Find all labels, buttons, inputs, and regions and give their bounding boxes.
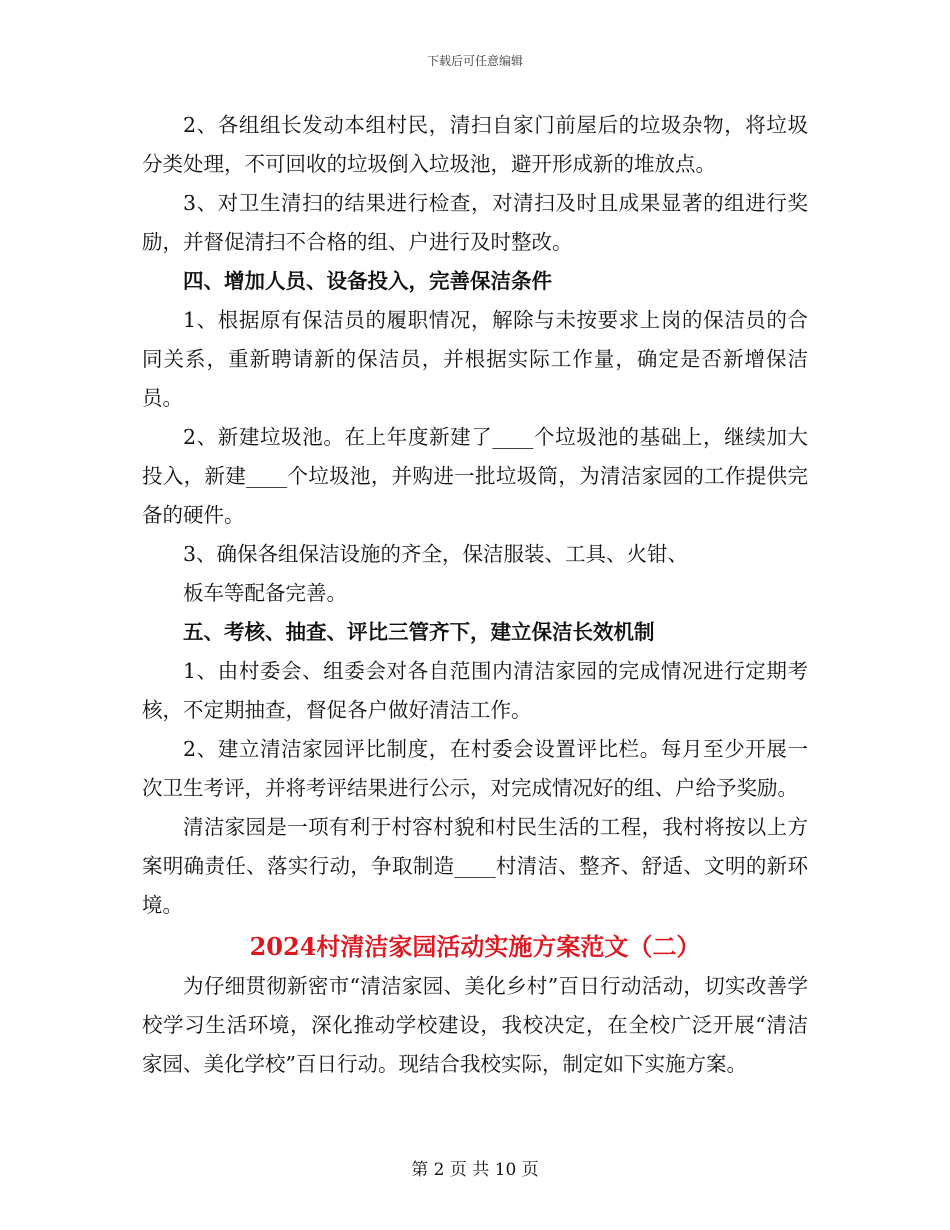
paragraph-intro-part-two: 为仔细贯彻新密市“清洁家园、美化乡村”百日行动活动，切实改善学校学习生活环境，深化推动学校建设，我校决定，在全校广泛开展“清洁家园、美化学校”百日行动。现结合我校实际，制定如下实施方案。 [142, 974, 808, 1076]
paragraph-clean-doorstep: 2、各组组长发动本组村民，清扫自家门前屋后的垃圾杂物，将垃圾分类处理，不可回收的垃圾倒入垃圾池，避开形成新的堆放点。 [142, 113, 808, 176]
paragraph-equipment-cont: 板车等配备完善。 [183, 581, 347, 605]
page-number: 第 2 页 共 10 页 [411, 1160, 539, 1180]
paragraph-evaluation: 2、建立清洁家园评比制度，在村委会设置评比栏。每月至少开展一次卫生考评，并将考评结果进行公示，对完成情况好的组、户给予奖励。 [142, 737, 808, 800]
paragraph-equipment: 3、确保各组保洁设施的齐全，保洁服装、工具、火钳、 [183, 542, 689, 566]
paragraph-cleaners: 1、根据原有保洁员的履职情况，解除与未按要求上岗的保洁员的合同关系，重新聘请新的保洁员，并根据实际工作量，确定是否新增保洁员。 [142, 308, 808, 410]
document-body [142, 106, 808, 1084]
paragraph-garbage-pools: 2、新建垃圾池。在上年度新建了____个垃圾池的基础上，继续加大投入，新建____个垃圾池，并购进一批垃圾筒，为清洁家园的工作提供完备的硬件。 [142, 425, 808, 527]
paragraph-assessment: 1、由村委会、组委会对各自范围内清洁家园的完成情况进行定期考核，不定期抽查，督促各户做好清洁工作。 [142, 659, 808, 722]
page-header-note: 下载后可任意编辑 [426, 54, 523, 68]
section-heading-5: 五、考核、抽查、评比三管齐下，建立保洁长效机制 [183, 620, 655, 644]
section-heading-4: 四、增加人员、设备投入，完善保洁条件 [183, 269, 552, 293]
paragraph-inspection: 3、对卫生清扫的结果进行检查，对清扫及时且成果显著的组进行奖励，并督促清扫不合格的组、户进行及时整改。 [142, 191, 808, 254]
document-title-part-two: 2024村清洁家园活动实施方案范文（二） [249, 932, 701, 961]
paragraph-conclusion: 清洁家园是一项有利于村容村貌和村民生活的工程，我村将按以上方案明确责任、落实行动，争取制造____村清洁、整齐、舒适、文明的新环境。 [142, 815, 808, 917]
